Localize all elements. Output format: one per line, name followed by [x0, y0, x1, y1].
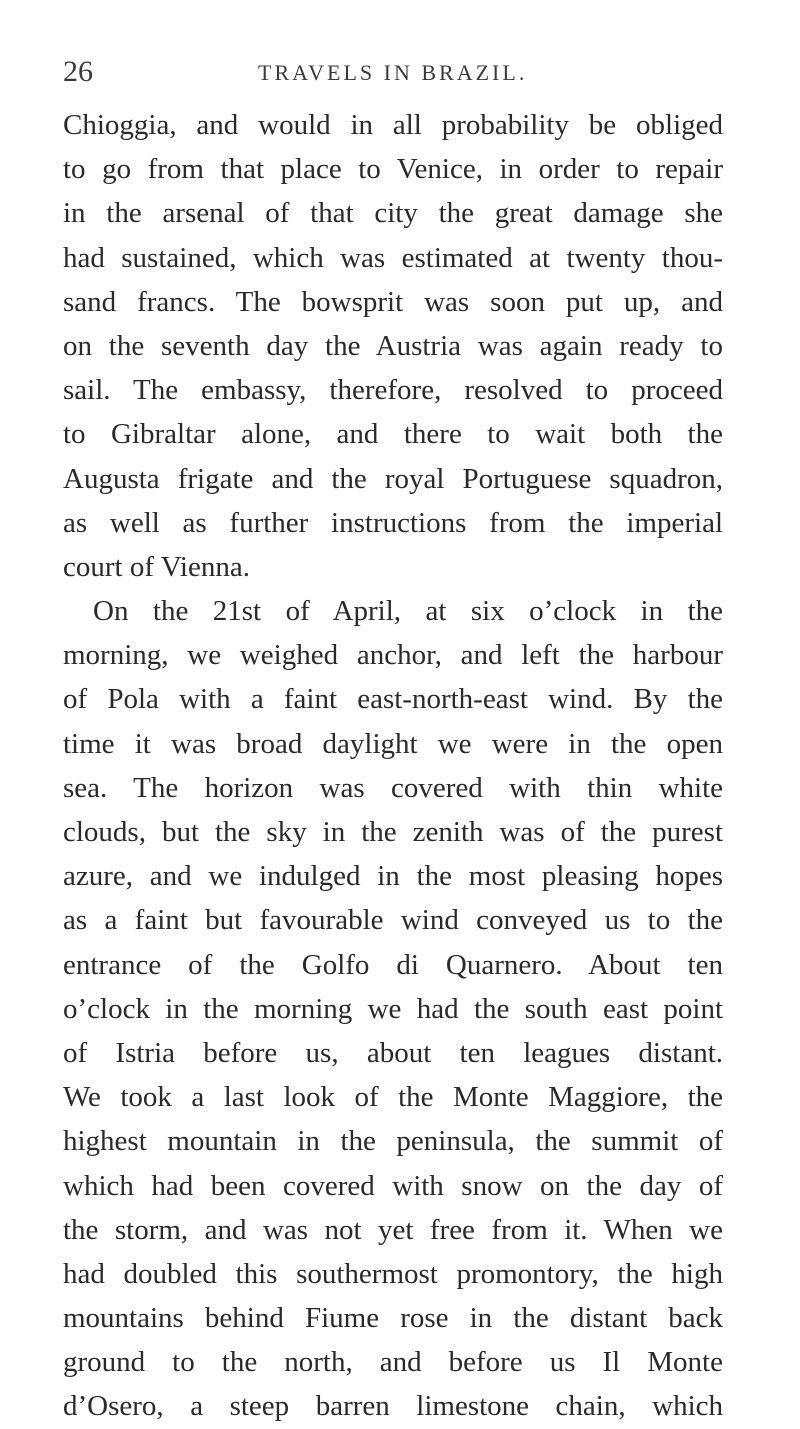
- text-line: azure, and we indulged in the most pleasing hopes: [63, 860, 723, 893]
- text-line: the storm, and was not yet free from it. When we: [63, 1213, 723, 1246]
- text-line: of Istria before us, about ten leagues distant.: [63, 1036, 723, 1069]
- text-line: which had been covered with snow on the day of: [63, 1169, 723, 1202]
- page-number: 26: [63, 55, 93, 88]
- text-line: Chioggia, and would in all probability be obliged: [63, 109, 723, 141]
- text-line: as well as further instructions from the imperial: [63, 506, 723, 539]
- text-line: mountains behind Fiume rose in the distant back: [63, 1302, 723, 1335]
- text-line: to Gibraltar alone, and there to wait both the: [63, 418, 723, 451]
- paragraph-start-line: On the 21st of April, at six o’clock in the: [93, 595, 723, 628]
- text-line: sand francs. The bowsprit was soon put up, and: [63, 285, 723, 318]
- text-line: morning, we weighed anchor, and left the harbour: [63, 639, 723, 672]
- text-line: as a faint but favourable wind conveyed us to the: [63, 904, 723, 937]
- text-line: of Pola with a faint east-north-east wind. By the: [63, 683, 723, 716]
- text-line: We took a last look of the Monte Maggiore, the: [63, 1081, 723, 1114]
- body-text: [63, 103, 723, 1429]
- running-title: TRAVELS IN BRAZIL.: [258, 60, 528, 85]
- text-line: d’Osero, a steep barren limestone chain, which: [63, 1390, 723, 1423]
- text-line: entrance of the Golfo di Quarnero. About ten: [63, 948, 723, 981]
- text-line: o’clock in the morning we had the south east point: [63, 992, 723, 1025]
- text-line: highest mountain in the peninsula, the summit of: [63, 1125, 723, 1158]
- text-line: to go from that place to Venice, in order to repair: [63, 153, 723, 186]
- text-line: had doubled this southermost promontory, the high: [63, 1257, 723, 1290]
- text-line: time it was broad daylight we were in the open: [63, 727, 723, 760]
- text-line: Augusta frigate and the royal Portuguese squadron,: [63, 462, 723, 495]
- text-line: ground to the north, and before us Il Monte: [63, 1346, 723, 1379]
- paragraph-end-line: court of Vienna.: [63, 550, 250, 583]
- text-line: had sustained, which was estimated at twenty thou-: [63, 241, 723, 274]
- text-line: sail. The embassy, therefore, resolved to proceed: [63, 374, 723, 407]
- running-head: [63, 52, 723, 92]
- text-line: on the seventh day the Austria was again ready to: [63, 329, 723, 362]
- text-line: sea. The horizon was covered with thin white: [63, 771, 723, 804]
- text-line: in the arsenal of that city the great damage she: [63, 197, 723, 230]
- text-line: clouds, but the sky in the zenith was of the purest: [63, 816, 723, 848]
